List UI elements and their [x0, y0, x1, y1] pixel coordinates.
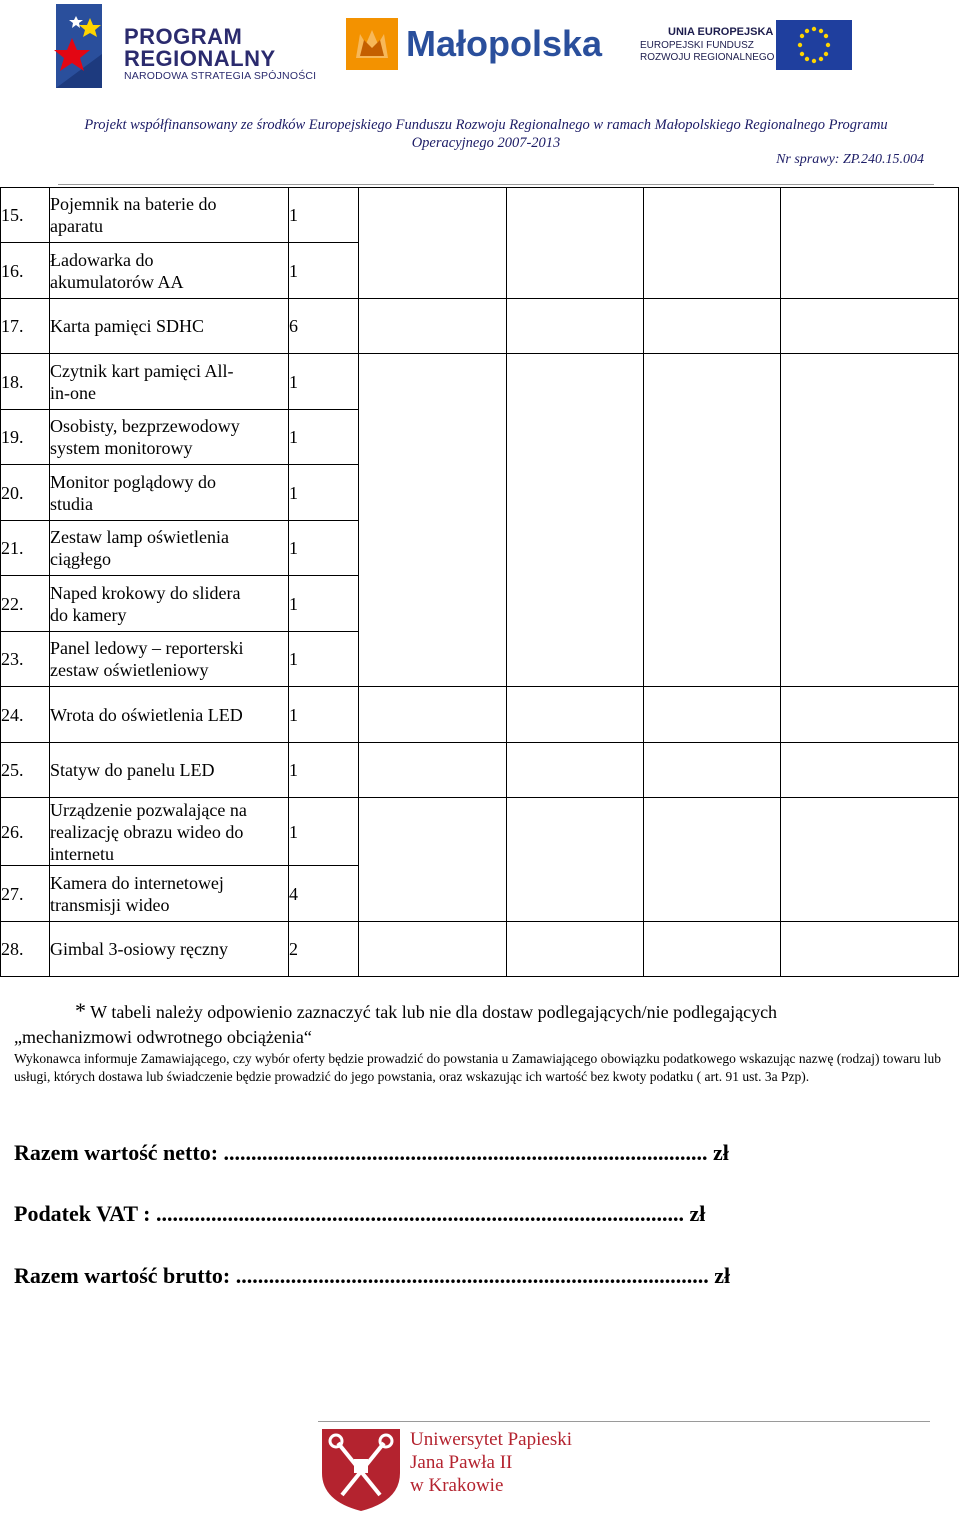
item-description: Karta pamięci SDHC — [50, 299, 289, 354]
table-row — [1, 922, 959, 977]
reverse-charge-note-line2: „mechanizmowi odwrotnego obciążenia“ — [14, 1027, 312, 1047]
blank-cell[interactable] — [781, 798, 959, 922]
blank-cell[interactable] — [644, 743, 781, 798]
table-row — [1, 743, 959, 798]
row-number: 23. — [1, 632, 50, 687]
blank-cell[interactable] — [359, 299, 507, 354]
malopolska-logo-text: Małopolska — [406, 23, 603, 64]
item-quantity: 2 — [289, 922, 359, 977]
row-number: 18. — [1, 354, 50, 410]
blank-cell[interactable] — [781, 922, 959, 977]
items-table — [0, 187, 959, 977]
item-description: Naped krokowy do slidera do kamery — [50, 576, 289, 632]
table-row — [1, 299, 959, 354]
footer-divider — [318, 1421, 930, 1422]
eu-logo-line1: UNIA EUROPEJSKA — [668, 26, 774, 38]
eu-logo — [640, 20, 860, 70]
blank-cell[interactable] — [644, 922, 781, 977]
asterisk: * — [75, 998, 86, 1023]
item-description: Pojemnik na baterie do aparatu — [50, 188, 289, 243]
blank-cell[interactable] — [644, 299, 781, 354]
blank-cell[interactable] — [359, 922, 507, 977]
item-description: Urządzenie pozwalające na realizację obrazu wideo do internetu — [50, 798, 289, 866]
item-quantity: 1 — [289, 410, 359, 465]
blank-cell[interactable] — [359, 188, 507, 299]
malopolska-emblem-icon — [346, 18, 398, 70]
item-description: Statyw do panelu LED — [50, 743, 289, 798]
item-quantity: 1 — [289, 687, 359, 743]
blank-cell[interactable] — [507, 798, 644, 922]
project-cofinancing-note — [0, 116, 960, 152]
blank-cell[interactable] — [359, 798, 507, 922]
item-quantity: 1 — [289, 465, 359, 521]
blank-cell[interactable] — [644, 354, 781, 687]
malopolska-logo — [346, 18, 606, 70]
university-name-line3: w Krakowie — [410, 1475, 504, 1496]
row-number: 28. — [1, 922, 50, 977]
item-quantity: 1 — [289, 521, 359, 576]
reverse-charge-note — [75, 1000, 777, 1023]
blank-cell[interactable] — [781, 299, 959, 354]
item-description: Gimbal 3-osiowy ręczny — [50, 922, 289, 977]
item-quantity: 4 — [289, 866, 359, 922]
eu-logo-line3: ROZWOJU REGIONALNEGO — [640, 52, 775, 63]
eu-flag-icon — [776, 20, 852, 70]
project-line1: Projekt współfinansowany ze środków Europejskiego Funduszu Rozwoju Regionalnego w ramach Małopolskiego Regionalnego Programu — [84, 117, 888, 133]
item-quantity: 1 — [289, 354, 359, 410]
row-number: 19. — [1, 410, 50, 465]
blank-cell[interactable] — [781, 743, 959, 798]
university-crest-icon — [318, 1425, 404, 1513]
item-quantity: 1 — [289, 798, 359, 866]
item-quantity: 1 — [289, 188, 359, 243]
total-gross-value: Razem wartość brutto: ...................................................................................... zł — [14, 1263, 731, 1288]
blank-cell[interactable] — [507, 354, 644, 687]
item-description: Kamera do internetowej transmisji wideo — [50, 866, 289, 922]
row-number: 25. — [1, 743, 50, 798]
program-regionalny-star-icon — [50, 4, 114, 88]
item-quantity: 1 — [289, 632, 359, 687]
table-row — [1, 687, 959, 743]
tax-obligation-paragraph: Wykonawca informuje Zamawiającego, czy wybór oferty będzie prowadzić do powstania u Zamawiającego obowiązku podatkowego wskazując nazwę (rodzaj) towaru lub usługi, których dostawa lub świadczenie będzie prowadzić do jego powstania, oraz wskazując ich wartość bez kwoty podatku ( art. 91 ust. 3a Pzp). — [14, 1051, 941, 1084]
item-quantity: 1 — [289, 743, 359, 798]
header-divider — [58, 184, 934, 185]
blank-cell[interactable] — [644, 798, 781, 922]
blank-cell[interactable] — [781, 354, 959, 687]
eu-logo-line2: EUROPEJSKI FUNDUSZ — [640, 40, 754, 51]
row-number: 21. — [1, 521, 50, 576]
program-logo-line1: PROGRAM — [124, 24, 243, 49]
row-number: 27. — [1, 866, 50, 922]
item-description: Ładowarka do akumulatorów AA — [50, 243, 289, 299]
blank-cell[interactable] — [644, 188, 781, 299]
item-description: Panel ledowy – reporterski zestaw oświetleniowy — [50, 632, 289, 687]
blank-cell[interactable] — [507, 922, 644, 977]
table-row — [1, 354, 959, 410]
item-description: Osobisty, bezprzewodowy system monitorowy — [50, 410, 289, 465]
row-number: 15. — [1, 188, 50, 243]
vat-value: Podatek VAT : ................................................................................................ zł — [14, 1201, 706, 1226]
program-regionalny-logo — [50, 4, 330, 88]
program-logo-line2: REGIONALNY — [124, 46, 276, 71]
blank-cell[interactable] — [359, 743, 507, 798]
total-net-value: Razem wartość netto: ........................................................................................ zł — [14, 1140, 729, 1165]
item-quantity: 1 — [289, 243, 359, 299]
blank-cell[interactable] — [644, 687, 781, 743]
blank-cell[interactable] — [507, 299, 644, 354]
item-description: Czytnik kart pamięci All- in-one — [50, 354, 289, 410]
row-number: 22. — [1, 576, 50, 632]
university-name-line2: Jana Pawła II — [410, 1452, 513, 1473]
blank-cell[interactable] — [359, 354, 507, 687]
table-row — [1, 798, 959, 866]
program-logo-line3: NARODOWA STRATEGIA SPÓJNOŚCI — [124, 70, 317, 82]
project-line2: Operacyjnego 2007-2013 — [411, 135, 561, 151]
blank-cell[interactable] — [781, 188, 959, 299]
university-name-line1: Uniwersytet Papieski — [410, 1429, 573, 1450]
row-number: 24. — [1, 687, 50, 743]
row-number: 16. — [1, 243, 50, 299]
row-number: 17. — [1, 299, 50, 354]
blank-cell[interactable] — [507, 687, 644, 743]
blank-cell[interactable] — [359, 687, 507, 743]
university-name — [410, 1428, 572, 1497]
case-number: Nr sprawy: ZP.240.15.004 — [776, 152, 924, 167]
table-row — [1, 188, 959, 243]
blank-cell[interactable] — [507, 188, 644, 299]
row-number: 20. — [1, 465, 50, 521]
item-description: Monitor poglądowy do studia — [50, 465, 289, 521]
blank-cell[interactable] — [507, 743, 644, 798]
blank-cell[interactable] — [781, 687, 959, 743]
item-description: Zestaw lamp oświetlenia ciągłego — [50, 521, 289, 576]
item-description: Wrota do oświetlenia LED — [50, 687, 289, 743]
item-quantity: 1 — [289, 576, 359, 632]
reverse-charge-note-line1: W tabeli należy odpowienio zaznaczyć tak lub nie dla dostaw podlegających/nie podlegających — [86, 1002, 778, 1022]
item-quantity: 6 — [289, 299, 359, 354]
row-number: 26. — [1, 798, 50, 866]
